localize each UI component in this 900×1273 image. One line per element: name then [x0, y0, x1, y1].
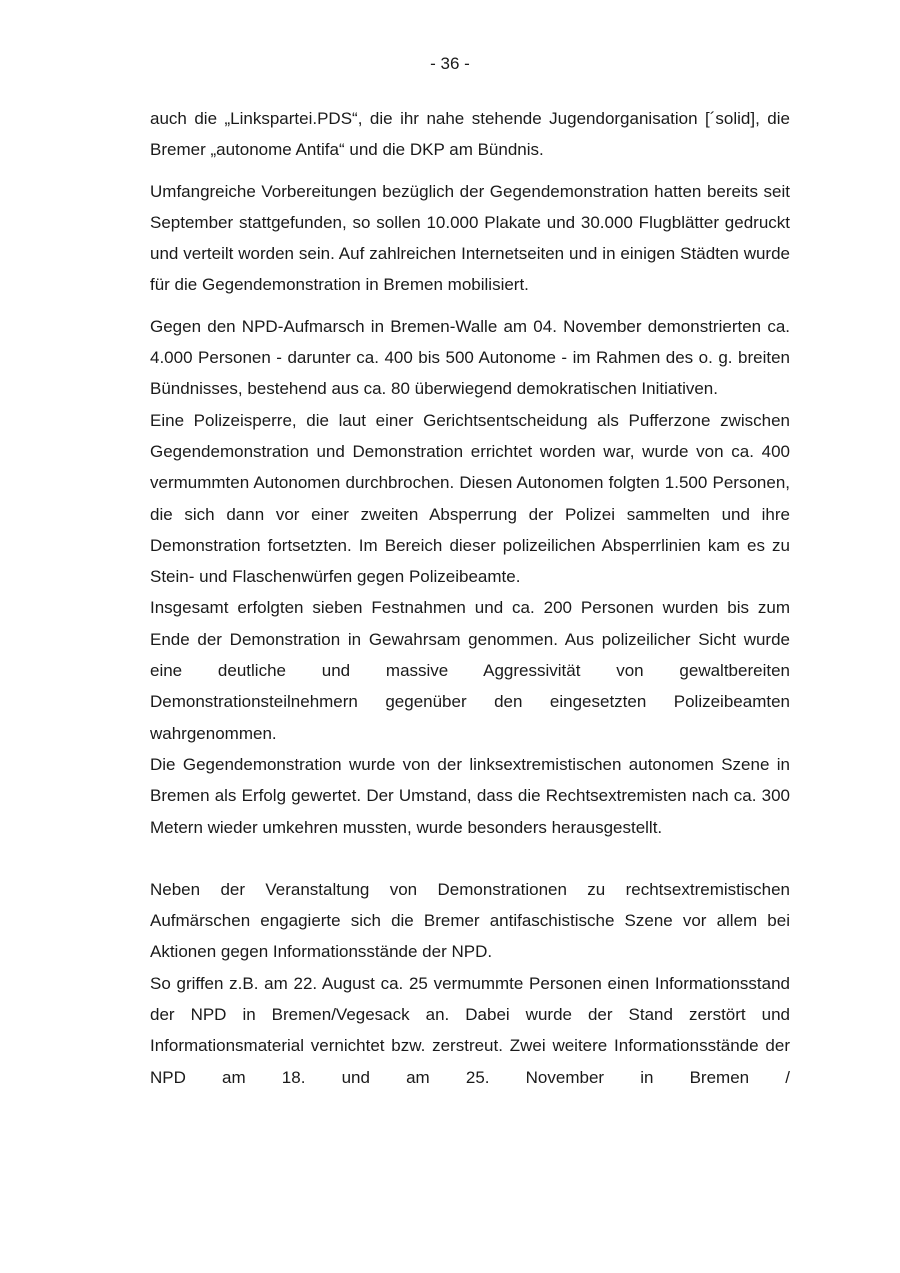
paragraph-alliance-members: auch die „Linkspartei.PDS“, die ihr nahe stehende Jugendorganisation [´solid], die Bremer „autonome Antifa“ und die DKP am Bündnis.	[150, 109, 790, 160]
paragraph-preparations: Umfangreiche Vorbereitungen bezüglich der Gegendemonstration hatten bereits seit September stattgefunden, so sollen 10.000 Plakate und 30.000 Flugblätter gedruckt und verteilt worden sein. Auf zahlreichen Internetseiten und in einigen Städten wurde für die Gegendemonstration in Bremen mobilisiert.	[150, 181, 790, 295]
paragraph-arrests: Insgesamt erfolgten sieben Festnahmen und ca. 200 Personen wurden bis zum Ende der Demonstration in Gewahrsam genommen. Aus polizeilicher Sicht wurde eine deutliche und massive Aggressivität von gewaltbereiten Demonstrationsteilnehmern gegenüber den eingesetzten Polizeibeamten wahrgenommen.	[150, 598, 790, 743]
paragraph-success-assessment: Die Gegendemonstration wurde von der linksextremistischen autonomen Szene in Bremen als Erfolg gewertet. Der Umstand, dass die Rechtsextremisten nach ca. 300 Metern wieder umkehren mussten, wurde besonders herausgestellt.	[150, 754, 790, 837]
paragraph-information-stands: Neben der Veranstaltung von Demonstrationen zu rechtsextremistischen Aufmärschen engagierte sich die Bremer antifaschistische Szene vor allem bei Aktionen gegen Informationsstände der NPD.	[150, 879, 790, 962]
paragraph-police-barrier: Eine Polizeisperre, die laut einer Gerichtsentscheidung als Pufferzone zwischen Gegendemonstration und Demonstration errichtet worden war, wurde von ca. 400 vermummten Autonomen durchbrochen. Diesen Autonomen folgten 1.500 Personen, die sich dann vor einer zweiten Absperrung der Polizei sammelten und ihre Demonstration fortsetzten. Im Bereich dieser polizeilichen Absperrlinien kam es zu Stein- und Flaschenwürfen gegen Polizeibeamte.	[150, 410, 790, 587]
body-text	[150, 103, 790, 1093]
paragraph-vegesack-attack: So griffen z.B. am 22. August ca. 25 vermummte Personen einen Informationsstand der NPD in Bremen/Vegesack an. Dabei wurde der Stand zerstört und Informationsmaterial vernichtet bzw. zerstreut. Zwei weitere Informationsstände der NPD am 18. und am 25. November in Bremen /	[150, 973, 790, 1087]
page-number: - 36 -	[430, 54, 470, 73]
paragraph-counter-demonstration: Gegen den NPD-Aufmarsch in Bremen-Walle am 04. November demonstrierten ca. 4.000 Personen - darunter ca. 400 bis 500 Autonome - im Rahmen des o. g. breiten Bündnisses, bestehend aus ca. 80 überwiegend demokratischen Initiativen.	[150, 316, 790, 399]
